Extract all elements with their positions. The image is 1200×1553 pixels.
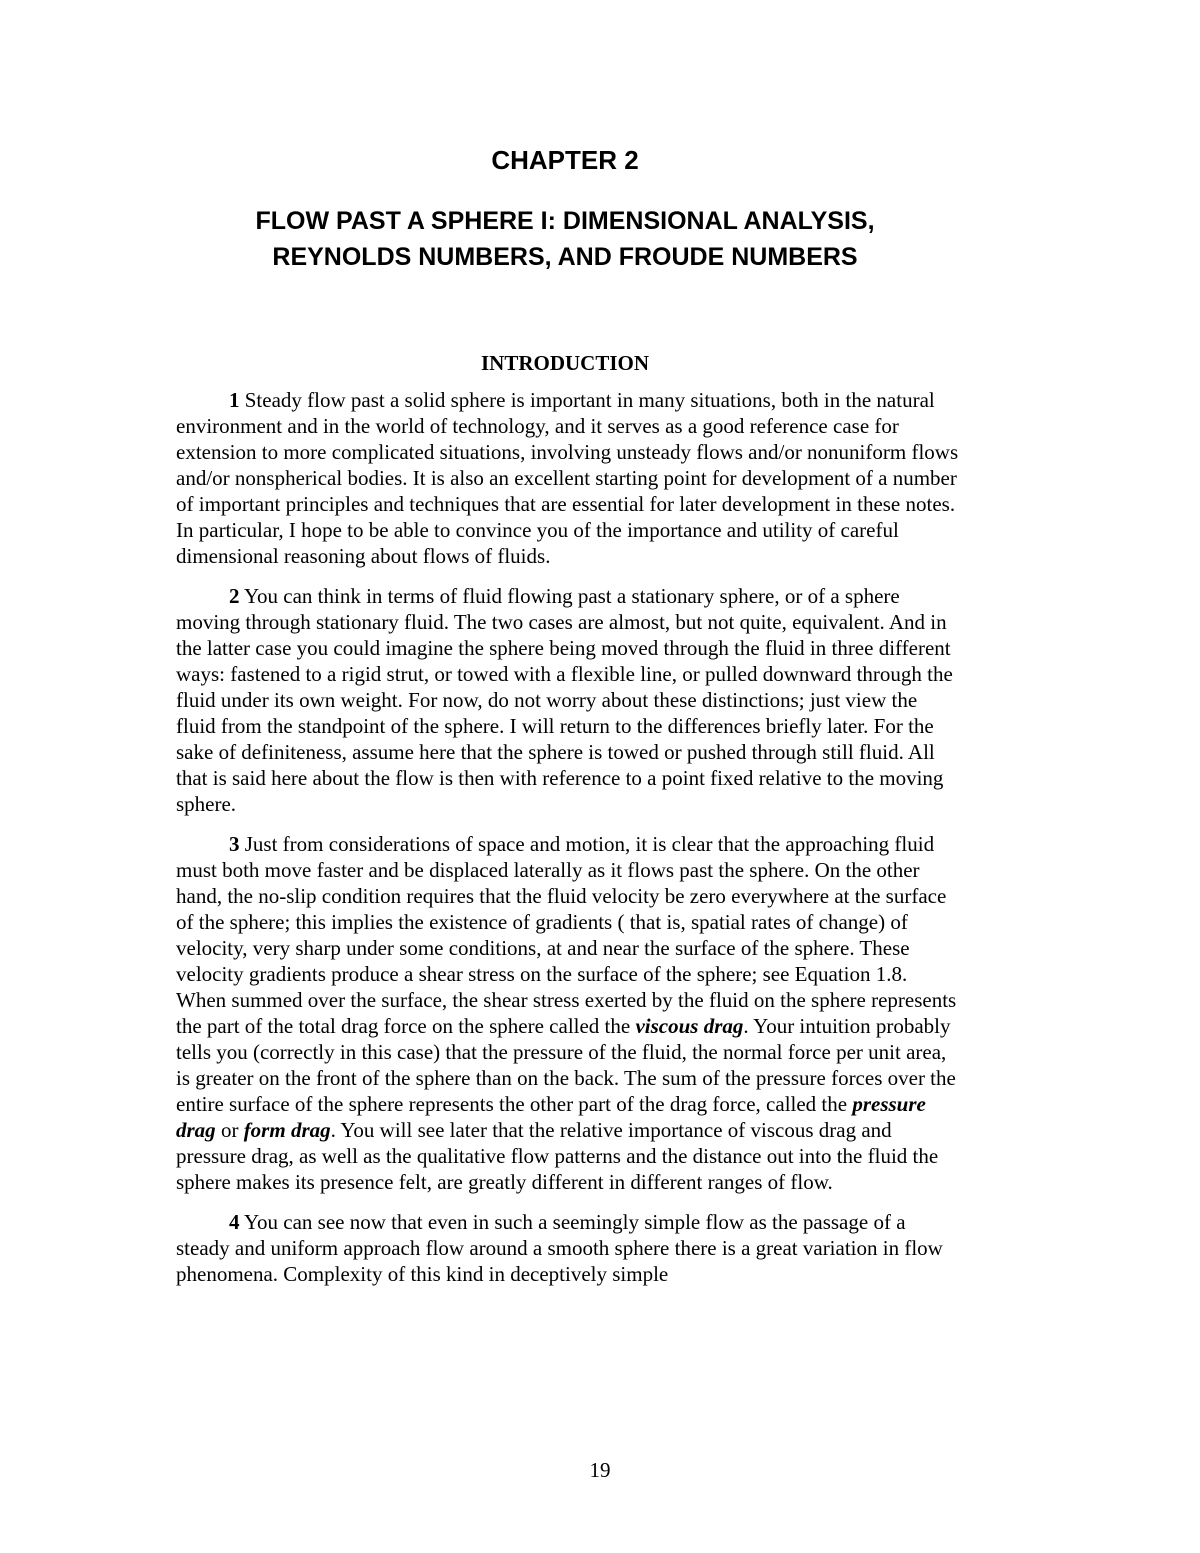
paragraph-4 xyxy=(176,1209,961,1287)
paragraph-text: Steady flow past a solid sphere is important in many situations, both in the natural environment and in the world of technology, and it serves as a good reference case for extension to more complicated situations, involving unsteady flows and/or nonuniform flows and/or nonspherical bodies. It is also an excellent starting point for development of a number of important principles and techniques that are essential for later development in these notes. In particular, I hope to be able to convince you of the importance and utility of careful dimensional reasoning about flows of fluids. xyxy=(176,388,959,568)
body-text xyxy=(176,387,961,1301)
paragraph-text: . You will see later that the relative importance of viscous drag and pressure drag, as well as the qualitative flow patterns and the distance out into the fluid the sphere makes its presence felt, are greatly different in different ranges of flow. xyxy=(176,1118,939,1194)
paragraph-number: 3 xyxy=(229,832,240,856)
paragraph-number: 1 xyxy=(229,388,240,412)
paragraph-text: or xyxy=(215,1118,244,1142)
paragraph-2 xyxy=(176,583,961,817)
term-viscous-drag: viscous drag xyxy=(635,1014,744,1038)
paragraph-text: Just from considerations of space and motion, it is clear that the approaching fluid must both move faster and be displaced laterally as it flows past the sphere. On the other hand, the no-slip condition requires that the fluid velocity be zero everywhere at the surface of the sphere; this implies the existence of gradients ( that is, spatial rates of change) of velocity, very sharp under some conditions, at and near the surface of the sphere. These velocity gradients produce a shear stress on the surface of the sphere; see Equation 1.8. When summed over the surface, the shear stress exerted by the fluid on the sphere represents the part of the total drag force on the sphere called the xyxy=(176,832,957,1038)
paragraph-text: You can think in terms of fluid flowing past a stationary sphere, or of a sphere moving through stationary fluid. The two cases are almost, but not quite, equivalent. And in the latter case you could imagine the sphere being moved through the fluid in three different ways: fastened to a rigid strut, or towed with a flexible line, or pulled downward through the fluid under its own weight. For now, do not worry about these distinctions; just view the fluid from the standpoint of the sphere. I will return to the differences briefly later. For the sake of definiteness, assume here that the sphere is towed or pushed through still fluid. All that is said here about the flow is then with reference to a point fixed relative to the moving sphere. xyxy=(176,584,953,816)
chapter-title-line-1: FLOW PAST A SPHERE I: DIMENSIONAL ANALYSIS, xyxy=(255,207,875,235)
section-heading: INTRODUCTION xyxy=(480,351,650,375)
page-number: 19 xyxy=(589,1458,611,1482)
paragraph-3 xyxy=(176,831,961,1195)
term-pressure-drag: pressure drag xyxy=(176,1092,926,1142)
chapter-title-line-2: REYNOLDS NUMBERS, AND FROUDE NUMBERS xyxy=(272,243,858,271)
chapter-label: CHAPTER 2 xyxy=(491,145,639,175)
paragraph-text: You can see now that even in such a seemingly simple flow as the passage of a steady and uniform approach flow around a smooth sphere there is a great variation in flow phenomena. Complexity of this kind in deceptively simple xyxy=(176,1210,943,1286)
paragraph-text: . Your intuition probably tells you (correctly in this case) that the pressure of the fluid, the normal force per unit area, is greater on the front of the sphere than on the back. The sum of the pressure forces over the entire surface of the sphere represents the other part of the drag force, called the xyxy=(176,1014,956,1116)
paragraph-1 xyxy=(176,387,961,569)
paragraph-number: 2 xyxy=(229,584,240,608)
term-form-drag: form drag xyxy=(243,1118,331,1142)
paragraph-number: 4 xyxy=(229,1210,240,1234)
chapter-title xyxy=(0,203,1130,275)
